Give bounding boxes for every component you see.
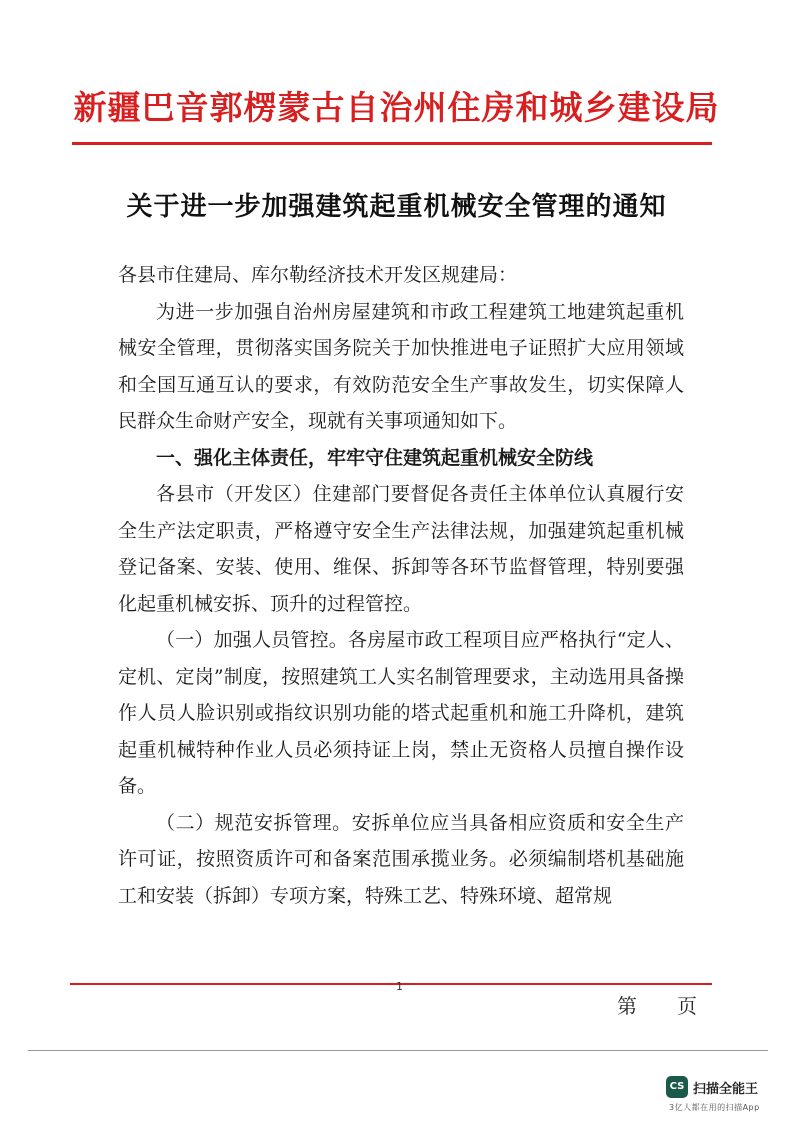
scan-edge-line (28, 1050, 768, 1051)
body-paragraph: 各县市（开发区）住建部门要督促各责任主体单位认真履行安全生产法定职责，严格遵守安全生产法律法规，加强建筑起重机械登记备案、安装、使用、维保、拆卸等各环节监督管理，特别要强化起重机械安拆、顶升的过程管控。 (118, 483, 684, 615)
body-paragraph: （一）加强人员管控。各房屋市政工程项目应严格执行“定人、定机、定岗”制度，按照建筑工人实名制管理要求，主动选用具备操作人员人脸识别或指纹识别功能的塔式起重机和施工升降机，建筑起重机械特种作业人员必须持证上岗，禁止无资格人员擅自操作设备。 (118, 629, 684, 797)
camscanner-logo-icon: CS (666, 1076, 688, 1098)
letterhead-red-rule (72, 142, 712, 145)
body-paragraph: 为进一步加强自治州房屋建筑和市政工程建筑工地建筑起重机械安全管理，贯彻落实国务院关于加快推进电子证照扩大应用领域和全国互通互认的要求，有效防范安全生产事故发生，切实保障人民群众生命财产安全，现就有关事项通知如下。 (118, 300, 684, 432)
document-title: 关于进一步加强建筑起重机械安全管理的通知 (126, 192, 667, 222)
salutation: 各县市住建局、库尔勒经济技术开发区规建局： (118, 264, 518, 286)
scanner-watermark (666, 1076, 781, 1116)
agency-letterhead: 新疆巴音郭楞蒙古自治州住房和城乡建设局 (73, 88, 720, 127)
section-heading: 一、强化主体责任，牢牢守住建筑起重机械安全防线 (156, 446, 594, 469)
page-label: 第页 (617, 994, 737, 1018)
watermark-slogan: 3亿人都在用的扫描App (669, 1103, 760, 1112)
body-paragraph: （二）规范安拆管理。安拆单位应当具备相应资质和安全生产许可证，按照资质许可和备案范围承揽业务。必须编制塔机基础施工和安装（拆卸）专项方案，特殊工艺、特殊环境、超常规 (118, 811, 684, 907)
document-body (118, 257, 684, 914)
page-number: 1 (396, 980, 403, 993)
footer-red-rule (70, 983, 712, 985)
watermark-app-name: 扫描全能王 (693, 1082, 759, 1097)
